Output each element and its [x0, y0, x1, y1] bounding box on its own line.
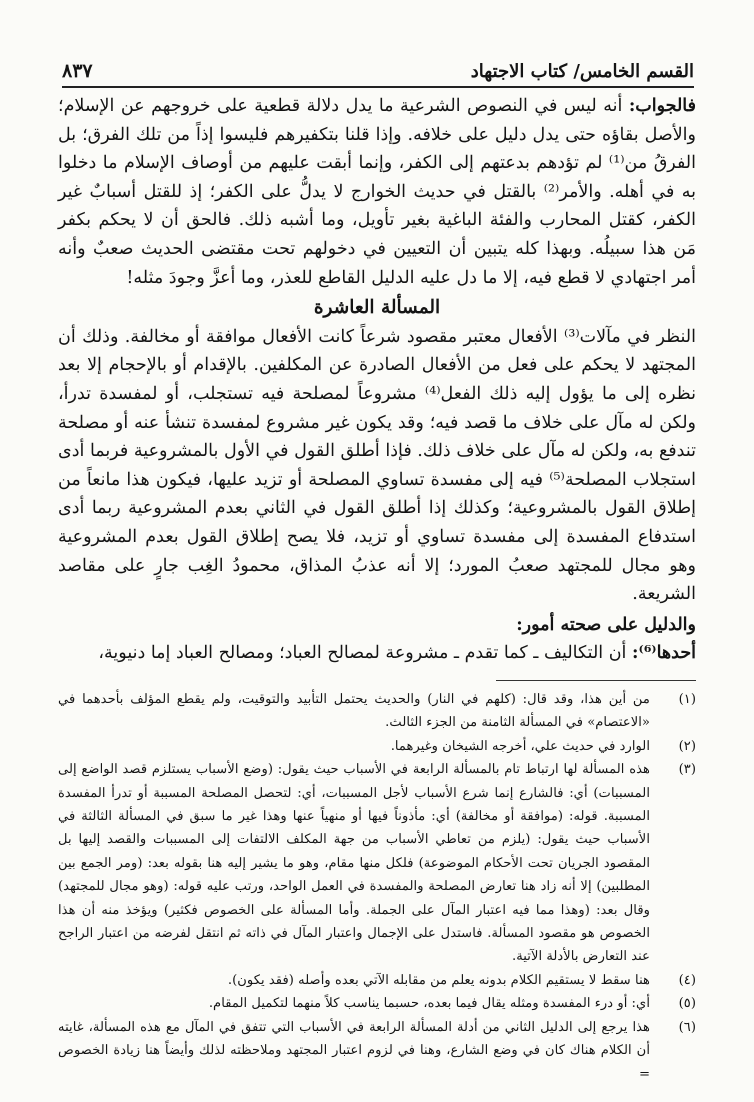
footnotes: [58, 688, 696, 1086]
paragraph-issue-ten: النظر في مآلات⁽³⁾ الأفعال معتبر مقصود شرعاً كانت الأفعال موافقة أو مخالفة. وذلك أن المجتهد لا يحكم على فعل من الأفعال الصادرة عن المكلفين. بالإقدام أو بالإحجام إلا بعد نظره إلى ما يؤول إليه ذلك الفعل⁽⁴⁾ مشروعاً لمصلحة فيه تستجلب، أو لمفسدة تدرأ، ولكن له مآل على خلاف ما قصد فيه؛ وقد يكون غير مشروع لمفسدة تنشأ عنه أو مصلحة تندفع به، ولكن له مآل على خلاف ذلك. فإذا أطلق القول في الأول بالمشروعية فربما أدى استجلاب المصلحة⁽⁵⁾ فيه إلى مفسدة تساوي المصلحة أو تزيد عليها، فيكون هذا مانعاً من إطلاق القول بالمشروعية؛ وكذلك إذا أطلق القول في الثاني بعدم المشروعية ربما أدى استدفاع المفسدة إلى مفسدة تساوي أو تزيد، فلا يصح إطلاق القول بعدم المشروعية وهو مجال للمجتهد صعبُ المورد؛ إلا أنه عذبُ المذاق، محمودُ الغِب جارٍ على مقاصد الشريعة.: [58, 326, 696, 605]
footnote-text: من أين هذا، وقد قال: (كلهم في النار) والحديث يحتمل التأبيد والتوقيت، ولم يقطع المؤلف بأحدهما في «الاعتصام» في المسألة الثامنة من الجزء الثالث.: [58, 692, 650, 731]
footnote-text: هذه المسألة لها ارتباط تام بالمسألة الرابعة في الأسباب حيث يقول: (وضع الأسباب يستلزم قصد الواضع إلى المسببات) أي: فالشارع إنما شرع الأسباب لأجل المسببات، أي: لتحصل المصلحة المسببة أو تدرأ المفسدة المسببة. قوله: (موافقة أو مخالفة) أي: مأذوناً فيها أو منهياً عنها وهذا غير ما سبق في المسألة الثالثة في الأسباب حيث يقول: (يلزم من تعاطي الأسباب من جهة المكلف الالتفات إلى المسببات والقصد إليها بل المقصود الجريان تحت الأحكام الموضوعة) فلكل منها مقام، وهو ما يشير إليه هنا بقوله بعد: (ومر الجمع بين المطلبين) إلا أنه زاد هنا تعارض المصلحة والمفسدة في العمل الواحد، ورتب عليه قوله: (وهو مجال للمجتهد) وقال بعد: (وهذا مما فيه اعتبار المآل على الجملة. وأما المسألة على الخصوص فكثير) ويؤخذ منه أن هذا الخصوص هو مقصود المسألة. فاستدل على الإجمال واعتبار المآل في ذاته ثم انتقل لفرضه من اعتبار الراجح عند التعارض بالأدلة الآتية.: [58, 762, 650, 965]
footnote-text: الوارد في حديث علي، أخرجه الشيخان وغيرهما.: [390, 738, 650, 754]
footnote: [58, 969, 696, 992]
footnote: [58, 758, 696, 969]
running-title: القسم الخامس/ كتاب الاجتهاد: [470, 61, 694, 82]
first-evidence-text: أن التكاليف ـ كما تقدم ـ مشروعة لمصالح العباد؛ ومصالح العباد إما دنيوية،: [98, 643, 627, 664]
paragraph-answer: [58, 92, 696, 292]
first-evidence-lead: أحدها⁽⁶⁾:: [632, 643, 696, 664]
footnote-number: (٢): [678, 738, 696, 754]
section-heading: المسألة العاشرة: [313, 297, 441, 319]
answer-text: أنه ليس في النصوص الشرعية ما يدل دلالة قطعية على خروجهم عن الإسلام؛ والأصل بقاؤه حتى يدل دليل على خلافه. وإذا قلنا بتكفيرهم فليسوا إذاً من تلك الفرق؛ بل الفرقُ من⁽¹⁾ لم تؤدهم بدعتهم إلى الكفر، وإنما أبقت عليهم من أوصاف الإسلام ما دخلوا به في أهله. والأمر⁽²⁾ بالقتل في حديث الخوارج لا يدلُّ على الكفر؛ إذ للقتل أسبابٌ غير الكفر، كقتل المحارب والفئة الباغية بغير تأويل، وما أشبه ذلك. فالحق أن لا يحكم بكفر مَن هذا سبيلُه. وبهذا كله يتبين أن التعيين في دخولهم تحت مقتضى الحديث صعبٌ وأنه أمر اجتهادي لا قطع فيه، إلا ما دل عليه الدليل القاطع للعذر، وما أعزَّ وجودَ مثله!: [58, 96, 697, 288]
footnote-number: (٦): [678, 1019, 696, 1035]
page-header: [62, 52, 694, 88]
footnote-number: (١): [678, 692, 696, 707]
footnote-text: هنا سقط لا يستقيم الكلام بدونه يعلم من مقابله الآتي بعده وأصله (فقد يكون).: [227, 972, 650, 988]
paragraph-first-evidence: [58, 639, 696, 668]
evidence-heading: والدليل على صحته أمور:: [516, 614, 696, 635]
footnote-number: (٣): [678, 762, 696, 778]
main-text: [58, 92, 696, 668]
footnote-text: أي: أو درء المفسدة ومثله يقال فيما بعده، حسبما يناسب كلاً منهما لتكميل المقام.: [208, 996, 650, 1012]
footnote: [58, 1016, 696, 1086]
page-number: ٨٣٧: [62, 60, 93, 82]
footnote-text: هذا يرجع إلى الدليل الثاني من أدلة المسألة الرابعة في الأسباب التي تتفق في المآل مع هذه المسألة، غايته أن الكلام هناك كان في وضع الشارع، وهنا في لزوم اعتبار المجتهد وملاحظته لذلك وأيضاً هنا زيادة الخصوص =: [58, 1019, 650, 1082]
answer-lead: فالجواب:: [628, 96, 696, 116]
footnote: [58, 992, 696, 1015]
footnote: [58, 688, 696, 735]
footnote-divider: [496, 680, 696, 681]
footnote: [58, 735, 696, 758]
footnote-number: (٥): [678, 996, 696, 1012]
footnote-number: (٤): [678, 972, 696, 988]
